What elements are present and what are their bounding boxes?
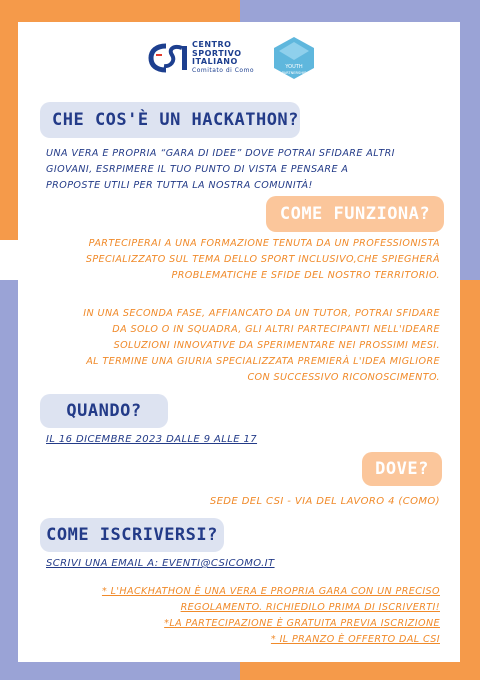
hackathon-line-2: GIOVANI, ESRPIMERE IL TUO PUNTO DI VISTA E PENSARE A: [46, 164, 349, 175]
note-line-3: *LA PARTECIPAZIONE È GRATUITA PREVIA ISCRIZIONE: [164, 618, 440, 629]
funziona-line-6: SOLUZIONI INNOVATIVE DA SPERIMENTARE NEI PROSSIMI MESI.: [113, 340, 440, 351]
funziona-line-3: PROBLEMATICHE E SFIDE DEL NOSTRO TERRITORIO.: [171, 270, 440, 281]
dove-heading: DOVE?: [362, 452, 442, 486]
funziona-paragraph-2: [83, 306, 440, 386]
csi-line-1: CENTRO: [192, 40, 232, 49]
iscriversi-heading: COME ISCRIVERSI?: [40, 518, 224, 552]
quando-text: [46, 432, 257, 448]
logo-bar: [148, 40, 348, 80]
dove-text: [210, 494, 440, 510]
youth-line-2: PARTNERSHIP: [281, 71, 307, 75]
hackathon-line-3: PROPOSTE UTILI PER TUTTA LA NOSTRA COMUNITÀ!: [46, 180, 313, 191]
note-line-2: REGOLAMENTO. RICHIEDILO PRIMA DI ISCRIVERTI!: [180, 602, 440, 613]
funziona-line-7: AL TERMINE UNA GIURIA SPECIALIZZATA PREMIERÀ L'IDEA MIGLIORE: [86, 356, 440, 367]
note-line-4: * IL PRANZO È OFFERTO DAL CSI: [270, 634, 440, 645]
csi-logo-text: [192, 41, 254, 75]
funziona-line-5: DA SOLO O IN SQUADRA, GLI ALTRI PARTECIPANTI NELL'IDEARE: [112, 324, 440, 335]
csi-line-4: Comitato di Como: [192, 66, 255, 74]
youth-line-1: YOUTH: [285, 64, 303, 70]
hackathon-heading: CHE COS'È UN HACKATHON?: [40, 102, 300, 138]
funziona-line-1: PARTECIPERAI A UNA FORMAZIONE TENUTA DA UN PROFESSIONISTA: [88, 238, 440, 249]
funziona-heading: COME FUNZIONA?: [266, 196, 444, 232]
iscriversi-email: SCRIVI UNA EMAIL A: EVENTI@CSICOMO.IT: [46, 558, 275, 569]
hackathon-description: [46, 146, 395, 194]
csi-logo-icon: [148, 42, 188, 74]
quando-date: IL 16 DICEMBRE 2023 DALLE 9 ALLE 17: [46, 434, 258, 445]
youth-partnership-logo-icon: [272, 36, 316, 80]
note-line-1: * L'HACKHATHON È UNA VERA E PROPRIA GARA CON UN PRECISO: [101, 586, 440, 597]
iscriversi-text: [46, 556, 275, 572]
dove-address: SEDE DEL CSI - VIA DEL LAVORO 4 (COMO): [209, 496, 440, 507]
funziona-paragraph-1: [86, 236, 440, 284]
notes: [102, 584, 440, 648]
funziona-line-2: SPECIALIZZATO SUL TEMA DELLO SPORT INCLUSIVO,CHE SPIEGHERÀ: [85, 254, 440, 265]
funziona-line-4: IN UNA SECONDA FASE, AFFIANCATO DA UN TUTOR, POTRAI SFIDARE: [83, 308, 440, 319]
quando-heading: QUANDO?: [40, 394, 168, 428]
csi-line-2: SPORTIVO: [192, 48, 242, 58]
funziona-line-8: CON SUCCESSIVO RICONOSCIMENTO.: [247, 372, 440, 383]
csi-line-3: ITALIANO: [192, 57, 238, 66]
hackathon-line-1: UNA VERA E PROPRIA “GARA DI IDEE” DOVE POTRAI SFIDARE ALTRI: [46, 148, 395, 159]
